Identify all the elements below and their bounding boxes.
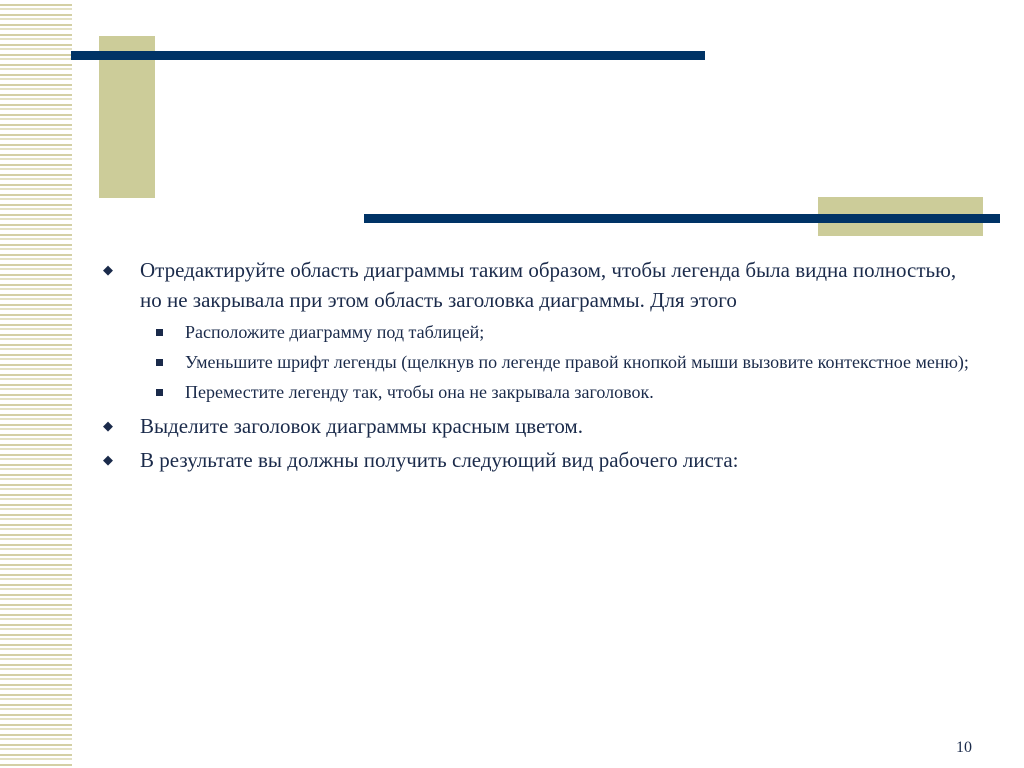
page-number: 10 — [956, 739, 972, 756]
sub-bullet-item — [100, 319, 980, 345]
square-bullet-icon — [156, 329, 163, 336]
decorative-stripes — [0, 0, 72, 768]
square-bullet-icon — [156, 359, 163, 366]
sub-bullet-text: Переместите легенду так, чтобы она не закрывала заголовок. — [185, 382, 654, 402]
slide-body — [100, 255, 980, 475]
decorative-navy-bar-top — [71, 51, 705, 60]
bullet-text: Выделите заголовок диаграммы красным цветом. — [140, 414, 583, 438]
sub-bullet-item — [100, 349, 980, 375]
decorative-tan-block-left — [99, 36, 155, 198]
sub-bullet-text: Уменьшите шрифт легенды (щелкнув по легенде правой кнопкой мыши вызовите контекстное меню); — [185, 352, 969, 372]
bullet-item — [100, 445, 980, 475]
sub-bullet-text: Расположите диаграмму под таблицей; — [185, 322, 485, 342]
bullet-text: В результате вы должны получить следующий вид рабочего листа: — [140, 448, 739, 472]
square-bullet-icon — [156, 389, 163, 396]
decorative-navy-bar-middle — [364, 214, 1000, 223]
diamond-bullet-icon: ◆ — [103, 452, 113, 467]
diamond-bullet-icon: ◆ — [103, 262, 113, 277]
bullet-item — [100, 255, 980, 315]
diamond-bullet-icon: ◆ — [103, 418, 113, 433]
bullet-text: Отредактируйте область диаграммы таким образом, чтобы легенда была видна полностью, но не закрывала при этом область заголовка диаграммы. Для этого — [140, 258, 957, 312]
sub-bullet-item — [100, 379, 980, 405]
bullet-item — [100, 411, 980, 441]
